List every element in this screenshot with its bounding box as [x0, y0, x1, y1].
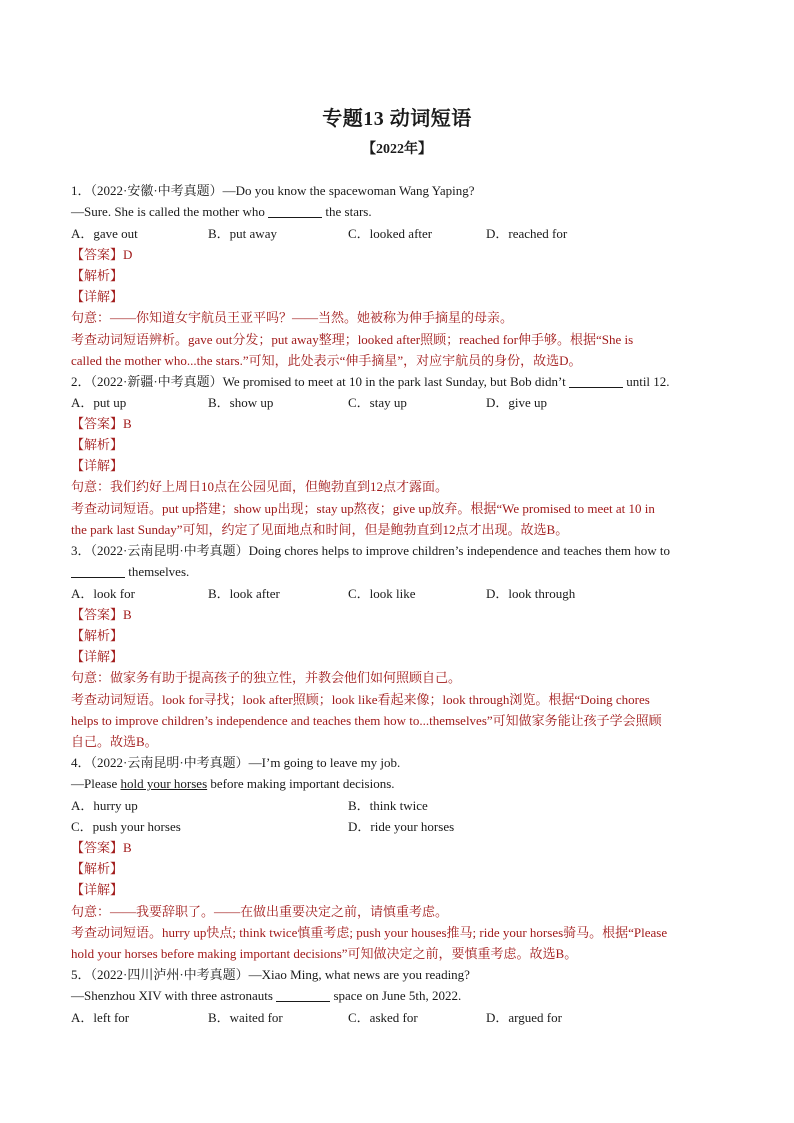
q3-stem: 3．（2022·云南昆明·中考真题）Doing chores helps to improve children’s independence and teaches them how to	[71, 543, 670, 558]
q2-stem: 2．（2022·新疆·中考真题）We promised to meet at 10 in the park last Sunday, but Bob didn’t until 12.	[71, 374, 670, 389]
q3-meaning: 句意：做家务有助于提高孩子的独立性，并教会他们如何照顾自己。	[71, 670, 462, 685]
q1-analysis-label: 【解析】	[71, 268, 124, 283]
q4-explanation-1: 考查动词短语。hurry up快点; think twice慎重考虑; push your houses推马; ride your horses骑马。根据“Please	[71, 925, 668, 940]
q1-option-a: A．gave out	[71, 226, 138, 241]
q4-explanation-2: hold your horses before making important decisions”可知做决定之前，要慎重考虑。故选B。	[71, 946, 578, 961]
q5-stem: 5．（2022·四川泸州·中考真题）—Xiao Ming, what news are you reading?	[71, 967, 470, 982]
q5-option-c: C．asked for	[348, 1010, 418, 1025]
q1-option-b: B．put away	[208, 226, 277, 241]
q4-meaning: 句意：——我要辞职了。——在做出重要决定之前，请慎重考虑。	[71, 904, 449, 919]
q4-stem: 4．（2022·云南昆明·中考真题）—I’m going to leave my job.	[71, 755, 401, 770]
q3-explanation-1: 考查动词短语。look for寻找；look after照顾；look like看起来像；look through浏览。根据“Doing chores	[71, 692, 650, 707]
q1-option-c: C．looked after	[348, 226, 433, 241]
q2-analysis-label: 【解析】	[71, 437, 124, 452]
q4-line2: —Please hold your horses before making important decisions.	[71, 776, 395, 791]
q4-option-c: C．push your horses	[71, 819, 181, 834]
q4-option-a: A．hurry up	[71, 798, 138, 813]
q4-detail-label: 【详解】	[71, 882, 124, 897]
q5-option-a: A．left for	[71, 1010, 130, 1025]
q3-stem-line2: themselves.	[71, 563, 189, 580]
answer-blank	[276, 989, 330, 1002]
q3-detail-label: 【详解】	[71, 649, 124, 664]
q2-explanation-1: 考查动词短语。put up搭建；show up出现；stay up熬夜；give up放弃。根据“We promised to meet at 10 in	[71, 501, 655, 516]
q3-option-d: D．look through	[486, 586, 576, 601]
q5-option-b: B．waited for	[208, 1010, 283, 1025]
q1-explanation-1: 考查动词短语辨析。gave out分发；put away整理；looked after照顾；reached for伸手够。根据“She is	[71, 332, 634, 347]
q1-meaning: 句意：——你知道女宇航员王亚平吗？——当然。她被称为伸手摘星的母亲。	[71, 310, 514, 325]
q5-option-d: D．argued for	[486, 1010, 562, 1025]
q1-answer: 【答案】D	[71, 247, 133, 262]
q3-answer: 【答案】B	[71, 607, 132, 622]
answer-blank	[71, 565, 125, 578]
q3-option-b: B．look after	[208, 586, 280, 601]
answer-blank	[569, 375, 623, 388]
q4-option-d: D．ride your horses	[348, 819, 455, 834]
page-title: 专题13 动词短语	[322, 108, 472, 130]
q1-explanation-2: called the mother who...the stars.”可知，此处表示“伸手摘星”，对应宇航员的身份，故选D。	[71, 353, 582, 368]
q3-explanation-2: helps to improve children’s independence and teaches them how to...themselves”可知做家务能让孩子学会照顾	[71, 713, 662, 728]
q2-option-d: D．give up	[486, 395, 548, 410]
q1-stem: 1．（2022·安徽·中考真题）—Do you know the spacewoman Wang Yaping?	[71, 183, 475, 198]
q3-option-c: C．look like	[348, 586, 416, 601]
q1-detail-label: 【详解】	[71, 289, 124, 304]
q4-option-b: B．think twice	[348, 798, 428, 813]
q4-answer: 【答案】B	[71, 840, 132, 855]
q1-option-d: D．reached for	[486, 226, 568, 241]
q2-meaning: 句意：我们约好上周日10点在公园见面，但鲍勃直到12点才露面。	[71, 479, 449, 494]
q3-explanation-3: 自己。故选B。	[71, 734, 158, 749]
answer-blank	[268, 205, 322, 218]
q2-answer: 【答案】B	[71, 416, 132, 431]
q2-detail-label: 【详解】	[71, 458, 124, 473]
q3-analysis-label: 【解析】	[71, 628, 124, 643]
underlined-phrase: hold your horses	[120, 776, 208, 791]
q1-line2: —Sure. She is called the mother who the stars.	[71, 204, 372, 219]
q2-explanation-2: the park last Sunday”可知，约定了见面地点和时间，但是鲍勃直到12点才出现。故选B。	[71, 522, 569, 537]
q2-option-c: C．stay up	[348, 395, 407, 410]
page-subtitle: 【2022年】	[362, 142, 432, 157]
q2-option-b: B．show up	[208, 395, 274, 410]
q2-option-a: A．put up	[71, 395, 127, 410]
q4-analysis-label: 【解析】	[71, 861, 124, 876]
q5-line2: —Shenzhou XIV with three astronauts space on June 5th, 2022.	[71, 988, 462, 1003]
q3-option-a: A．look for	[71, 586, 135, 601]
